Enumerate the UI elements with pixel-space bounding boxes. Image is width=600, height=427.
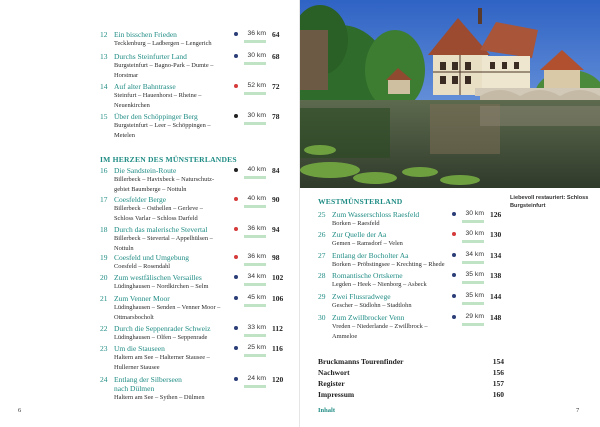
tour-page-number[interactable]: 134 bbox=[490, 251, 502, 260]
tour-title[interactable]: Die Sandstein-Route bbox=[114, 166, 177, 175]
tour-route-line: Haltern am See – Sythen – Dülmen bbox=[114, 394, 205, 401]
difficulty-dot-icon bbox=[452, 294, 456, 298]
tour-route-line: Neuenkirchen bbox=[114, 101, 150, 109]
tour-page-number[interactable]: 120 bbox=[272, 375, 284, 384]
tour-page-number[interactable]: 126 bbox=[490, 210, 502, 219]
difficulty-dot-icon bbox=[234, 255, 238, 259]
tour-route-line: Gescher – Südlohn – Stadtlohn bbox=[332, 302, 412, 309]
tour-number: 22 bbox=[100, 324, 108, 333]
difficulty-dot-icon bbox=[234, 346, 238, 350]
tour-route-line: Horstmar bbox=[114, 71, 139, 79]
tour-title[interactable]: Romantische Ortskerne bbox=[332, 271, 403, 280]
tour-route-line: Schloss Varlar – Schloss Darfeld bbox=[114, 214, 198, 222]
tour-route bbox=[114, 61, 244, 80]
tour-route bbox=[114, 234, 244, 253]
difficulty-dot-icon bbox=[234, 275, 238, 279]
appendix-page-number[interactable]: 160 bbox=[492, 390, 504, 399]
tour-route-line: Hullerner Stausee bbox=[114, 363, 160, 371]
tour-distance: 40 km bbox=[247, 195, 266, 202]
tour-title[interactable]: Coesfelder Berge bbox=[114, 195, 167, 204]
tour-distance: 33 km bbox=[247, 324, 266, 331]
appendix-label[interactable]: Nachwort bbox=[318, 368, 350, 377]
tour-number: 23 bbox=[100, 344, 108, 353]
tour-title[interactable]: Durchs Steinfurter Land bbox=[114, 52, 187, 61]
tour-route-line: Borken – Raesfeld bbox=[332, 220, 380, 227]
tour-route bbox=[332, 301, 462, 311]
appendix-page-number[interactable]: 154 bbox=[492, 357, 504, 366]
distance-bar bbox=[244, 62, 266, 65]
distance-bar bbox=[244, 385, 266, 388]
tour-number: 24 bbox=[100, 375, 108, 384]
tour-page-number[interactable]: 64 bbox=[272, 30, 280, 39]
tour-title[interactable]: Ein bisschen Frieden bbox=[114, 30, 177, 39]
castle-photo-image bbox=[300, 0, 600, 188]
tour-route-line: Billerbeck – Osthellen – Gerleve – bbox=[114, 205, 203, 212]
tour-page-number[interactable]: 116 bbox=[272, 344, 283, 353]
tour-route bbox=[114, 121, 244, 140]
tour-page-number[interactable]: 68 bbox=[272, 52, 280, 61]
tour-route-line: Billerbeck – Stevertal – Appelhülsen – bbox=[114, 235, 213, 242]
tour-page-number[interactable]: 144 bbox=[490, 292, 502, 301]
tour-number: 15 bbox=[100, 112, 108, 121]
distance-bar bbox=[462, 323, 484, 326]
tour-route-line: Burgsteinfurt – Leer – Schöppingen – bbox=[114, 122, 211, 129]
tour-route bbox=[114, 353, 244, 372]
tour-title[interactable]: Durch die Seppenrader Schweiz bbox=[114, 324, 211, 333]
tour-route-line: Coesfeld – Rosendahl bbox=[114, 263, 171, 270]
difficulty-dot-icon bbox=[234, 168, 238, 172]
footer-label: Inhalt bbox=[318, 407, 335, 414]
distance-bar bbox=[244, 122, 266, 125]
distance-bar bbox=[244, 304, 266, 307]
tour-route-line: Vreden – Niederlande – Zwillbrock – bbox=[332, 323, 428, 330]
tour-page-number[interactable]: 148 bbox=[490, 313, 502, 322]
distance-bar bbox=[244, 235, 266, 238]
tour-route-line: Nottuln bbox=[114, 244, 134, 252]
tour-number: 29 bbox=[318, 292, 326, 301]
tour-title[interactable]: Entlang der Silberseen bbox=[114, 375, 182, 384]
tour-route-line: Billerbeck – Havixbeck – Naturschutz- bbox=[114, 176, 215, 183]
tour-route bbox=[114, 91, 244, 110]
distance-bar bbox=[244, 283, 266, 286]
tour-distance: 36 km bbox=[247, 253, 266, 260]
tour-route-line: Burgsteinfurt – Bagno-Park – Dumte – bbox=[114, 62, 214, 69]
tour-page-number[interactable]: 72 bbox=[272, 82, 280, 91]
tour-distance: 36 km bbox=[247, 30, 266, 37]
section-heading-herz: IM HERZEN DES MÜNSTERLANDES bbox=[100, 155, 237, 164]
difficulty-dot-icon bbox=[452, 253, 456, 257]
tour-route bbox=[114, 204, 244, 223]
tour-title[interactable]: Zum Zwillbrocker Venn bbox=[332, 313, 405, 322]
tour-number: 14 bbox=[100, 82, 108, 91]
appendix-label[interactable]: Register bbox=[318, 379, 345, 388]
tour-route-line: Tecklenburg – Ladbergen – Lengerich bbox=[114, 40, 212, 47]
tour-number: 16 bbox=[100, 166, 108, 175]
difficulty-dot-icon bbox=[452, 273, 456, 277]
tour-route-line: Metelen bbox=[114, 131, 135, 139]
tour-distance: 30 km bbox=[247, 112, 266, 119]
distance-bar bbox=[244, 354, 266, 357]
distance-bar bbox=[462, 281, 484, 284]
distance-bar bbox=[462, 261, 484, 264]
distance-bar bbox=[462, 220, 484, 223]
tour-distance: 40 km bbox=[247, 166, 266, 173]
tour-route-line: Steinfurt – Hauenhorst – Rheine – bbox=[114, 92, 202, 99]
tour-number: 25 bbox=[318, 210, 326, 219]
tour-route bbox=[114, 393, 244, 403]
tour-route-line: Borken – Pröbstingsee – Krechting – Rhede bbox=[332, 261, 445, 268]
tour-page-number[interactable]: 94 bbox=[272, 225, 280, 234]
distance-bar bbox=[244, 263, 266, 266]
tour-title[interactable]: Über den Schöppinger Berg bbox=[114, 112, 198, 121]
tour-route bbox=[114, 282, 244, 292]
difficulty-dot-icon bbox=[234, 114, 238, 118]
tour-title[interactable]: Zur Quelle der Aa bbox=[332, 230, 387, 239]
difficulty-dot-icon bbox=[234, 377, 238, 381]
difficulty-dot-icon bbox=[234, 227, 238, 231]
tour-number: 19 bbox=[100, 253, 108, 262]
tour-distance: 25 km bbox=[247, 344, 266, 351]
tour-distance: 34 km bbox=[465, 251, 484, 258]
tour-route-line: Ammeloe bbox=[332, 332, 358, 340]
tour-title[interactable]: Zum westfälischen Versailles bbox=[114, 273, 202, 282]
tour-route-line: Ottmarsbocholt bbox=[114, 313, 154, 321]
tour-number: 18 bbox=[100, 225, 108, 234]
distance-bar bbox=[462, 302, 484, 305]
tour-page-number[interactable]: 112 bbox=[272, 324, 283, 333]
tour-number: 21 bbox=[100, 294, 108, 303]
distance-bar bbox=[244, 205, 266, 208]
tour-title[interactable]: Zum Wasserschloss Raesfeld bbox=[332, 210, 420, 219]
tour-title[interactable]: Entlang der Bocholter Aa bbox=[332, 251, 409, 260]
distance-bar bbox=[462, 240, 484, 243]
tour-distance: 30 km bbox=[465, 210, 484, 217]
tour-distance: 36 km bbox=[247, 225, 266, 232]
tour-route bbox=[332, 219, 462, 229]
tour-number: 28 bbox=[318, 271, 326, 280]
tour-title[interactable]: Durch das malerische Stevertal bbox=[114, 225, 208, 234]
tour-title-continued[interactable]: nach Dülmen bbox=[114, 384, 155, 393]
tour-route bbox=[332, 280, 462, 290]
tour-page-number[interactable]: 90 bbox=[272, 195, 280, 204]
difficulty-dot-icon bbox=[234, 326, 238, 330]
tour-page-number[interactable]: 98 bbox=[272, 253, 280, 262]
tour-number: 13 bbox=[100, 52, 108, 61]
tour-route bbox=[114, 333, 244, 343]
castle-photo bbox=[300, 0, 600, 188]
tour-page-number[interactable]: 78 bbox=[272, 112, 280, 121]
tour-route-line: Lüdinghausen – Senden – Venner Moor – bbox=[114, 304, 221, 311]
tour-number: 27 bbox=[318, 251, 326, 260]
distance-bar bbox=[244, 176, 266, 179]
tour-title[interactable]: Um die Stauseen bbox=[114, 344, 165, 353]
tour-number: 26 bbox=[318, 230, 326, 239]
difficulty-dot-icon bbox=[452, 232, 456, 236]
tour-route bbox=[332, 239, 462, 249]
difficulty-dot-icon bbox=[452, 212, 456, 216]
difficulty-dot-icon bbox=[234, 296, 238, 300]
tour-page-number[interactable]: 102 bbox=[272, 273, 284, 282]
tour-number: 30 bbox=[318, 313, 326, 322]
tour-number: 20 bbox=[100, 273, 108, 282]
tour-distance: 30 km bbox=[465, 230, 484, 237]
difficulty-dot-icon bbox=[234, 54, 238, 58]
tour-route bbox=[332, 260, 462, 270]
tour-distance: 52 km bbox=[247, 82, 266, 89]
tour-route bbox=[114, 175, 244, 194]
tour-route-line: Legden – Heek – Nienborg – Asbeck bbox=[332, 281, 427, 288]
tour-route bbox=[332, 322, 462, 341]
difficulty-dot-icon bbox=[452, 315, 456, 319]
distance-bar bbox=[244, 92, 266, 95]
appendix-label[interactable]: Bruckmanns Tourenfinder bbox=[318, 357, 404, 366]
tour-route-line: gebiet Baumberge – Nottuln bbox=[114, 185, 187, 193]
tour-title[interactable]: Auf alter Bahntrasse bbox=[114, 82, 176, 91]
tour-title[interactable]: Zwei Flussradwege bbox=[332, 292, 391, 301]
tour-title[interactable]: Zum Venner Moor bbox=[114, 294, 170, 303]
page-number-left: 6 bbox=[18, 407, 22, 414]
difficulty-dot-icon bbox=[234, 84, 238, 88]
tour-route bbox=[114, 262, 244, 272]
appendix-page-number[interactable]: 156 bbox=[492, 368, 504, 377]
tour-distance: 34 km bbox=[247, 273, 266, 280]
page-number-right: 7 bbox=[576, 407, 580, 414]
tour-page-number[interactable]: 84 bbox=[272, 166, 280, 175]
tour-route-line: Haltern am See – Halterner Stausee – bbox=[114, 354, 210, 361]
right-page bbox=[300, 0, 600, 427]
tour-distance: 24 km bbox=[247, 375, 266, 382]
tour-distance: 30 km bbox=[247, 52, 266, 59]
tour-title[interactable]: Coesfeld und Umgebung bbox=[114, 253, 189, 262]
appendix-page-number[interactable]: 157 bbox=[492, 379, 504, 388]
tour-route bbox=[114, 39, 244, 49]
difficulty-dot-icon bbox=[234, 197, 238, 201]
tour-distance: 35 km bbox=[465, 271, 484, 278]
tour-distance: 29 km bbox=[465, 313, 484, 320]
tour-number: 12 bbox=[100, 30, 108, 39]
distance-bar bbox=[244, 334, 266, 337]
photo-caption: Liebevoll restauriert: Schloss Burgsteinfurt bbox=[510, 195, 589, 209]
tour-distance: 35 km bbox=[465, 292, 484, 299]
tour-page-number[interactable]: 130 bbox=[490, 230, 502, 239]
tour-route-line: Lüdinghausen – Nordkirchen – Selm bbox=[114, 283, 209, 290]
tour-route-line: Gemen – Ramsdorf – Velen bbox=[332, 240, 403, 247]
tour-route bbox=[114, 303, 244, 322]
tour-number: 17 bbox=[100, 195, 108, 204]
tour-page-number[interactable]: 106 bbox=[272, 294, 284, 303]
appendix-label[interactable]: Impressum bbox=[318, 390, 355, 399]
tour-distance: 45 km bbox=[247, 294, 266, 301]
tour-page-number[interactable]: 138 bbox=[490, 271, 502, 280]
distance-bar bbox=[244, 40, 266, 43]
tour-route-line: Lüdinghausen – Olfen – Seppenrade bbox=[114, 334, 208, 341]
difficulty-dot-icon bbox=[234, 32, 238, 36]
section-heading-west: WESTMÜNSTERLAND bbox=[318, 197, 403, 206]
